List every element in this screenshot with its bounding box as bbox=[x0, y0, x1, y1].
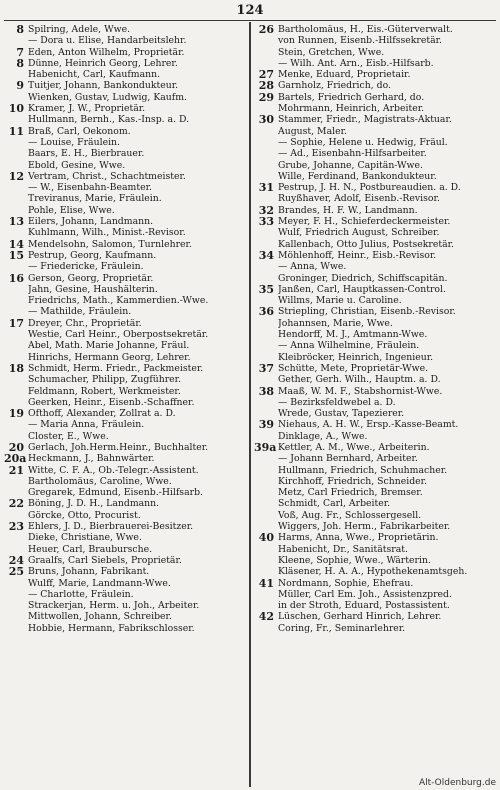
directory-entry bbox=[254, 171, 494, 182]
house-number: 20 bbox=[8, 441, 24, 454]
directory-entry bbox=[4, 611, 244, 622]
resident-text: Dinklage, A., Wwe. bbox=[278, 430, 368, 442]
directory-entry bbox=[254, 160, 494, 171]
house-number: 37 bbox=[258, 362, 274, 375]
resident-text: Wille, Ferdinand, Bankondukteur. bbox=[278, 170, 437, 182]
resident-text: Eilers, Johann, Landmann. bbox=[28, 216, 154, 228]
directory-entry bbox=[4, 126, 244, 137]
resident-text: Gregarek, Edmund, Eisenb.-Hilfsarb. bbox=[28, 487, 203, 499]
resident-text: — Anna, Wwe. bbox=[278, 261, 347, 273]
directory-entry bbox=[254, 386, 494, 397]
resident-text: Closter, E., Wwe. bbox=[28, 430, 109, 442]
directory-entry bbox=[4, 544, 244, 555]
directory-entry bbox=[254, 182, 494, 193]
resident-text: Hullmann, Bernh., Kas.-Insp. a. D. bbox=[28, 114, 190, 126]
resident-text: Eden, Anton Wilhelm, Proprietär. bbox=[28, 46, 185, 58]
directory-entry bbox=[254, 374, 494, 385]
house-number: 16 bbox=[8, 272, 24, 284]
directory-entry bbox=[4, 329, 244, 340]
right-column bbox=[254, 24, 494, 784]
resident-text: Kettler, A. M., Wwe., Arbeiterin. bbox=[278, 441, 430, 453]
resident-text: Mittwollen, Johann, Schreiber. bbox=[28, 611, 172, 623]
resident-text: Bartholomäus, H., Eis.-Güterverwalt. bbox=[278, 24, 453, 35]
resident-text: Baars, E. H., Bierbrauer. bbox=[28, 148, 145, 160]
directory-entry bbox=[4, 340, 244, 351]
directory-entry bbox=[4, 58, 244, 69]
house-number: 13 bbox=[8, 216, 24, 228]
resident-text: Kleibröcker, Heinrich, Ingenieur. bbox=[278, 351, 434, 363]
directory-entry bbox=[254, 216, 494, 227]
directory-entry bbox=[4, 114, 244, 125]
directory-entry bbox=[4, 205, 244, 216]
directory-entry bbox=[4, 386, 244, 397]
resident-text: Harms, Anna, Wwe., Proprietärin. bbox=[278, 532, 439, 544]
directory-entry bbox=[4, 284, 244, 295]
directory-entry bbox=[254, 69, 494, 80]
directory-entry bbox=[254, 35, 494, 46]
directory-entry bbox=[4, 532, 244, 543]
house-number: 11 bbox=[8, 125, 24, 137]
directory-entry bbox=[254, 578, 494, 589]
resident-text: — Louise, Fräulein. bbox=[28, 136, 120, 148]
resident-text: Ofthoff, Alexander, Zollrat a. D. bbox=[28, 408, 176, 420]
directory-entry bbox=[254, 103, 494, 114]
directory-entry bbox=[254, 442, 494, 453]
resident-text: Kleene, Sophie, Wwe., Wärterin. bbox=[278, 554, 431, 566]
resident-text: Pohle, Elise, Wwe. bbox=[28, 204, 115, 216]
resident-text: — Wilh. Ant. Arn., Eisb.-Hilfsarb. bbox=[278, 57, 434, 69]
directory-entry bbox=[4, 171, 244, 182]
resident-text: Gerlach, Joh.Herm.Heinr., Buchhalter. bbox=[28, 441, 209, 453]
directory-entry bbox=[4, 239, 244, 250]
resident-text: Pestrup, J. H. N., Postbureaudien. a. D. bbox=[278, 182, 461, 194]
resident-text: Hendorff, M. J., Amtmann-Wwe. bbox=[278, 329, 428, 341]
house-number: 29 bbox=[258, 91, 274, 104]
resident-text: Jahn, Gesine, Haushälterin. bbox=[28, 283, 158, 295]
resident-text: — Dora u. Elise, Handarbeitslehr. bbox=[28, 35, 187, 47]
resident-text: Habenicht, Dr., Sanitätsrat. bbox=[278, 543, 408, 555]
resident-text: Meyer, F. H., Schieferdeckermeister. bbox=[278, 216, 451, 228]
directory-entry bbox=[4, 182, 244, 193]
directory-entry bbox=[4, 306, 244, 317]
resident-text: Möhlenhoff, Heinr., Eisb.-Revisor. bbox=[278, 249, 437, 261]
directory-entry bbox=[254, 352, 494, 363]
resident-text: Maaß, W. M. F., Stabshornist-Wwe. bbox=[278, 385, 443, 397]
resident-text: Kirchhoff, Friedrich, Schneider. bbox=[278, 475, 428, 487]
resident-text: Wiggers, Joh. Herm., Fabrikarbeiter. bbox=[278, 521, 451, 533]
house-number: 26 bbox=[258, 24, 274, 36]
resident-text: Bruns, Johann, Fabrikant. bbox=[28, 566, 150, 578]
house-number: 28 bbox=[258, 80, 274, 92]
resident-text: Hobbie, Hermann, Fabrikschlosser. bbox=[28, 622, 195, 634]
resident-text: Heuer, Carl, Braubursche. bbox=[28, 543, 153, 555]
directory-entry bbox=[4, 227, 244, 238]
header-rule bbox=[4, 20, 496, 21]
house-number: 35 bbox=[258, 283, 274, 296]
resident-text: Janßen, Carl, Hauptkassen-Control. bbox=[278, 283, 446, 295]
resident-text: Heckmann, J., Bahnwärter. bbox=[28, 453, 155, 465]
directory-entry bbox=[4, 465, 244, 476]
resident-text: von Runnen, Eisenb.-Hilfssekretär. bbox=[278, 35, 442, 47]
directory-entry bbox=[254, 566, 494, 577]
resident-text: Spilring, Adele, Wwe. bbox=[28, 24, 131, 35]
resident-text: Metz, Carl Friedrich, Bremser. bbox=[278, 487, 423, 499]
resident-text: Witte, C. F. A., Ob.-Telegr.-Assistent. bbox=[28, 464, 199, 476]
directory-entry bbox=[254, 329, 494, 340]
directory-entry bbox=[254, 92, 494, 103]
site-watermark: Alt-Oldenburg.de bbox=[418, 778, 496, 788]
resident-text: Menke, Eduard, Proprietair. bbox=[278, 69, 411, 81]
resident-text: Schmidt, Herm. Friedr., Packmeister. bbox=[28, 362, 204, 374]
directory-entry bbox=[254, 532, 494, 543]
house-number: 7 bbox=[16, 46, 24, 58]
resident-text: — Anna Wilhelmine, Fräulein. bbox=[278, 340, 420, 352]
directory-entry bbox=[254, 544, 494, 555]
directory-entry bbox=[4, 589, 244, 600]
directory-entry bbox=[4, 363, 244, 374]
directory-entry bbox=[4, 318, 244, 329]
resident-text: — Ad., Eisenbahn-Hilfsarbeiter. bbox=[278, 148, 427, 160]
directory-entry bbox=[4, 510, 244, 521]
house-number: 9 bbox=[16, 80, 24, 92]
directory-entry bbox=[254, 408, 494, 419]
resident-text: Kläsener, H. A. A., Hypothekenamtsgeh. bbox=[278, 566, 468, 578]
resident-text: Stammer, Friedr., Magistrats-Aktuar. bbox=[278, 114, 452, 126]
directory-entry bbox=[4, 600, 244, 611]
directory-entry bbox=[4, 80, 244, 91]
directory-entry bbox=[254, 295, 494, 306]
directory-entry bbox=[254, 58, 494, 69]
directory-entry bbox=[4, 352, 244, 363]
house-number: 40 bbox=[258, 532, 274, 544]
resident-text: Treviranus, Marie, Fräulein. bbox=[28, 193, 162, 205]
resident-text: Wrede, Gustav, Tapezierer. bbox=[278, 408, 405, 420]
resident-text: Hullmann, Friedrich, Schuhmacher. bbox=[278, 464, 448, 476]
directory-entry bbox=[4, 419, 244, 430]
house-number: 23 bbox=[8, 521, 24, 533]
directory-entry bbox=[254, 250, 494, 261]
resident-text: Coring, Fr., Seminarlehrer. bbox=[278, 622, 406, 634]
house-number: 39a bbox=[254, 441, 277, 454]
directory-entry bbox=[4, 374, 244, 385]
resident-text: Wienken, Gustav, Ludwig, Kaufm. bbox=[28, 91, 188, 103]
house-number: 15 bbox=[8, 249, 24, 262]
resident-text: Vertram, Christ., Schachtmeister. bbox=[28, 170, 186, 182]
resident-text: Feldmann, Robert, Werkmeister. bbox=[28, 385, 181, 397]
resident-text: Johannsen, Marie, Wwe. bbox=[278, 317, 393, 329]
house-number: 30 bbox=[258, 114, 274, 126]
house-number: 17 bbox=[8, 317, 24, 330]
resident-text: Lüschen, Gerhard Hinrich, Lehrer. bbox=[278, 611, 442, 623]
house-number: 14 bbox=[8, 238, 24, 250]
house-number: 38 bbox=[258, 385, 274, 397]
resident-text: — Bezirksfeldwebel a. D. bbox=[278, 396, 396, 408]
resident-text: Gerson, Georg, Proprietär. bbox=[28, 272, 154, 284]
directory-entry bbox=[4, 623, 244, 634]
directory-entry bbox=[4, 69, 244, 80]
page-number: 124 bbox=[236, 3, 264, 18]
directory-entry bbox=[254, 419, 494, 430]
directory-entry bbox=[4, 487, 244, 498]
directory-entry bbox=[254, 306, 494, 317]
resident-text: Strackerjan, Herm. u. Joh., Arbeiter. bbox=[28, 600, 200, 612]
resident-text: Graalfs, Carl Siebels, Proprietär. bbox=[28, 554, 182, 566]
directory-entry bbox=[254, 137, 494, 148]
resident-text: — W., Eisenbahn-Beamter. bbox=[28, 182, 152, 194]
resident-text: Pestrup, Georg, Kaufmann. bbox=[28, 249, 157, 261]
resident-text: Kallenbach, Otto Julius, Postsekretär. bbox=[278, 238, 454, 250]
house-number: 10 bbox=[8, 103, 24, 115]
directory-entry bbox=[254, 623, 494, 634]
resident-text: Bartels, Friedrich Gerhard, do. bbox=[278, 91, 425, 103]
resident-text: Grube, Johanne, Capitän-Wwe. bbox=[278, 159, 423, 171]
resident-text: Nordmann, Sophie, Ehefrau. bbox=[278, 577, 414, 589]
directory-entry bbox=[254, 193, 494, 204]
directory-entry bbox=[4, 578, 244, 589]
directory-entry bbox=[254, 284, 494, 295]
resident-text: Groninger, Diedrich, Schiffscapitän. bbox=[278, 272, 448, 284]
directory-entry bbox=[254, 510, 494, 521]
resident-text: Gether, Gerh. Wilh., Hauptm. a. D. bbox=[278, 374, 441, 386]
directory-entry bbox=[4, 453, 244, 464]
directory-entry bbox=[254, 476, 494, 487]
resident-text: — Sophie, Helene u. Hedwig, Fräul. bbox=[278, 136, 448, 148]
house-number: 32 bbox=[258, 204, 274, 217]
resident-text: — Maria Anna, Fräulein. bbox=[28, 419, 145, 431]
resident-text: Mohrmann, Heinrich, Arbeiter. bbox=[278, 103, 425, 115]
resident-text: Tuitjer, Johann, Bankondukteur. bbox=[28, 80, 179, 92]
directory-entry bbox=[254, 205, 494, 216]
directory-entry bbox=[4, 273, 244, 284]
resident-text: Niehaus, A. H. W., Ersp.-Kasse-Beamt. bbox=[278, 419, 459, 431]
resident-text: — Johann Bernhard, Arbeiter. bbox=[278, 453, 418, 465]
left-column bbox=[4, 24, 244, 784]
directory-entry bbox=[4, 103, 244, 114]
directory-entry bbox=[4, 476, 244, 487]
resident-text: Stein, Gretchen, Wwe. bbox=[278, 46, 385, 58]
directory-entry bbox=[254, 227, 494, 238]
house-number: 42 bbox=[258, 611, 274, 623]
resident-text: Ruyßhaver, Adolf, Eisenb.-Revisor. bbox=[278, 193, 440, 205]
directory-entry bbox=[4, 566, 244, 577]
house-number: 39 bbox=[258, 419, 274, 431]
directory-entry bbox=[254, 397, 494, 408]
resident-text: Dünne, Heinrich Georg, Lehrer. bbox=[28, 57, 178, 69]
house-number: 8 bbox=[16, 24, 24, 36]
resident-text: — Friedericke, Fräulein. bbox=[28, 261, 144, 273]
directory-entry bbox=[254, 611, 494, 622]
resident-text: Ehlers, J. D., Bierbrauerei-Besitzer. bbox=[28, 521, 194, 533]
house-number: 21 bbox=[8, 464, 24, 476]
house-number: 12 bbox=[8, 170, 24, 183]
house-number: 36 bbox=[258, 306, 274, 318]
house-number: 22 bbox=[8, 498, 24, 510]
directory-entry bbox=[254, 340, 494, 351]
directory-entry bbox=[254, 555, 494, 566]
resident-text: Müller, Carl Em. Joh., Assistenzpred. bbox=[278, 588, 452, 600]
directory-entry bbox=[4, 137, 244, 148]
directory-entry bbox=[4, 148, 244, 159]
resident-text: Westie, Carl Heinr., Oberpostsekretär. bbox=[28, 329, 209, 341]
directory-entry bbox=[254, 431, 494, 442]
directory-entry bbox=[4, 498, 244, 509]
resident-text: Schmidt, Carl, Arbeiter. bbox=[278, 498, 391, 510]
directory-entry bbox=[4, 250, 244, 261]
directory-entry bbox=[254, 453, 494, 464]
resident-text: Kramer, J. W., Proprietär. bbox=[28, 103, 146, 115]
directory-entry bbox=[4, 397, 244, 408]
directory-entry bbox=[4, 35, 244, 46]
resident-text: Geerken, Heinr., Eisenb.-Schaffner. bbox=[28, 396, 195, 408]
directory-entry bbox=[254, 47, 494, 58]
resident-text: Abel, Math. Marie Johanne, Fräul. bbox=[28, 340, 190, 352]
resident-text: Garnholz, Friedrich, do. bbox=[278, 80, 391, 92]
resident-text: — Mathilde, Fräulein. bbox=[28, 306, 132, 318]
directory-entry bbox=[4, 24, 244, 35]
resident-text: Braß, Carl, Oekonom. bbox=[28, 125, 131, 137]
directory-entry bbox=[254, 273, 494, 284]
directory-entry bbox=[4, 160, 244, 171]
resident-text: Habenicht, Carl, Kaufmann. bbox=[28, 69, 161, 81]
resident-text: — Charlotte, Fräulein. bbox=[28, 588, 134, 600]
resident-text: Dieke, Christiane, Wwe. bbox=[28, 532, 142, 544]
directory-entry bbox=[4, 431, 244, 442]
resident-text: Böning, J. D. H., Landmann. bbox=[28, 498, 160, 510]
directory-entry bbox=[254, 80, 494, 91]
resident-text: Bartholomäus, Caroline, Wwe. bbox=[28, 475, 172, 487]
house-number: 27 bbox=[258, 69, 274, 81]
directory-entry bbox=[4, 295, 244, 306]
house-number: 18 bbox=[8, 362, 24, 375]
directory-entry bbox=[4, 47, 244, 58]
directory-entry bbox=[254, 239, 494, 250]
resident-text: Mendelsohn, Salomon, Turnlehrer. bbox=[28, 238, 192, 250]
directory-entry bbox=[4, 193, 244, 204]
resident-text: Friedrichs, Math., Kammerdien.-Wwe. bbox=[28, 295, 209, 307]
directory-entry bbox=[254, 126, 494, 137]
house-number: 31 bbox=[258, 182, 274, 194]
directory-entry bbox=[254, 318, 494, 329]
resident-text: Hinrichs, Hermann Georg, Lehrer. bbox=[28, 351, 191, 363]
directory-entry bbox=[254, 487, 494, 498]
resident-text: Kuhlmann, Wilh., Minist.-Revisor. bbox=[28, 227, 186, 239]
house-number: 41 bbox=[258, 577, 274, 589]
house-number: 33 bbox=[258, 216, 274, 228]
house-number: 34 bbox=[258, 249, 274, 262]
resident-text: Willms, Marie u. Caroline. bbox=[278, 295, 402, 307]
directory-entry bbox=[254, 363, 494, 374]
house-number: 8 bbox=[16, 57, 24, 70]
resident-text: August, Maler. bbox=[278, 125, 347, 137]
directory-entry bbox=[254, 498, 494, 509]
resident-text: Wulff, Marie, Landmann-Wwe. bbox=[28, 577, 171, 589]
resident-text: Dreyer, Chr., Proprietär. bbox=[28, 317, 142, 329]
directory-entry bbox=[4, 92, 244, 103]
directory-entry bbox=[254, 261, 494, 272]
resident-text: Striepling, Christian, Eisenb.-Revisor. bbox=[278, 306, 456, 318]
directory-entry bbox=[4, 408, 244, 419]
resident-text: in der Stroth, Eduard, Postassistent. bbox=[278, 600, 450, 612]
column-divider bbox=[249, 22, 251, 787]
directory-entry bbox=[4, 261, 244, 272]
directory-entry bbox=[254, 589, 494, 600]
resident-text: Schütte, Mete, Proprietär-Wwe. bbox=[278, 362, 429, 374]
directory-entry bbox=[254, 600, 494, 611]
directory-entry bbox=[254, 465, 494, 476]
resident-text: Schumacher, Philipp, Zugführer. bbox=[28, 374, 182, 386]
directory-entry bbox=[254, 114, 494, 125]
directory-entry bbox=[4, 216, 244, 227]
resident-text: Görcke, Otto, Procurist. bbox=[28, 509, 141, 521]
house-number: 25 bbox=[8, 566, 24, 578]
directory-entry bbox=[4, 442, 244, 453]
house-number: 20a bbox=[4, 453, 27, 465]
resident-text: Ebold, Gesine, Wwe. bbox=[28, 159, 126, 171]
resident-text: Brandes, H. F. W., Landmann. bbox=[278, 204, 418, 216]
resident-text: Wulf, Friedrich August, Schreiber. bbox=[278, 227, 440, 239]
directory-entry bbox=[254, 148, 494, 159]
house-number: 19 bbox=[8, 408, 24, 420]
house-number: 24 bbox=[8, 554, 24, 567]
directory-entry bbox=[254, 521, 494, 532]
directory-entry bbox=[4, 555, 244, 566]
directory-entry bbox=[4, 521, 244, 532]
directory-entry bbox=[254, 24, 494, 35]
resident-text: Voß, Aug. Fr., Schlossergesell. bbox=[278, 509, 422, 521]
